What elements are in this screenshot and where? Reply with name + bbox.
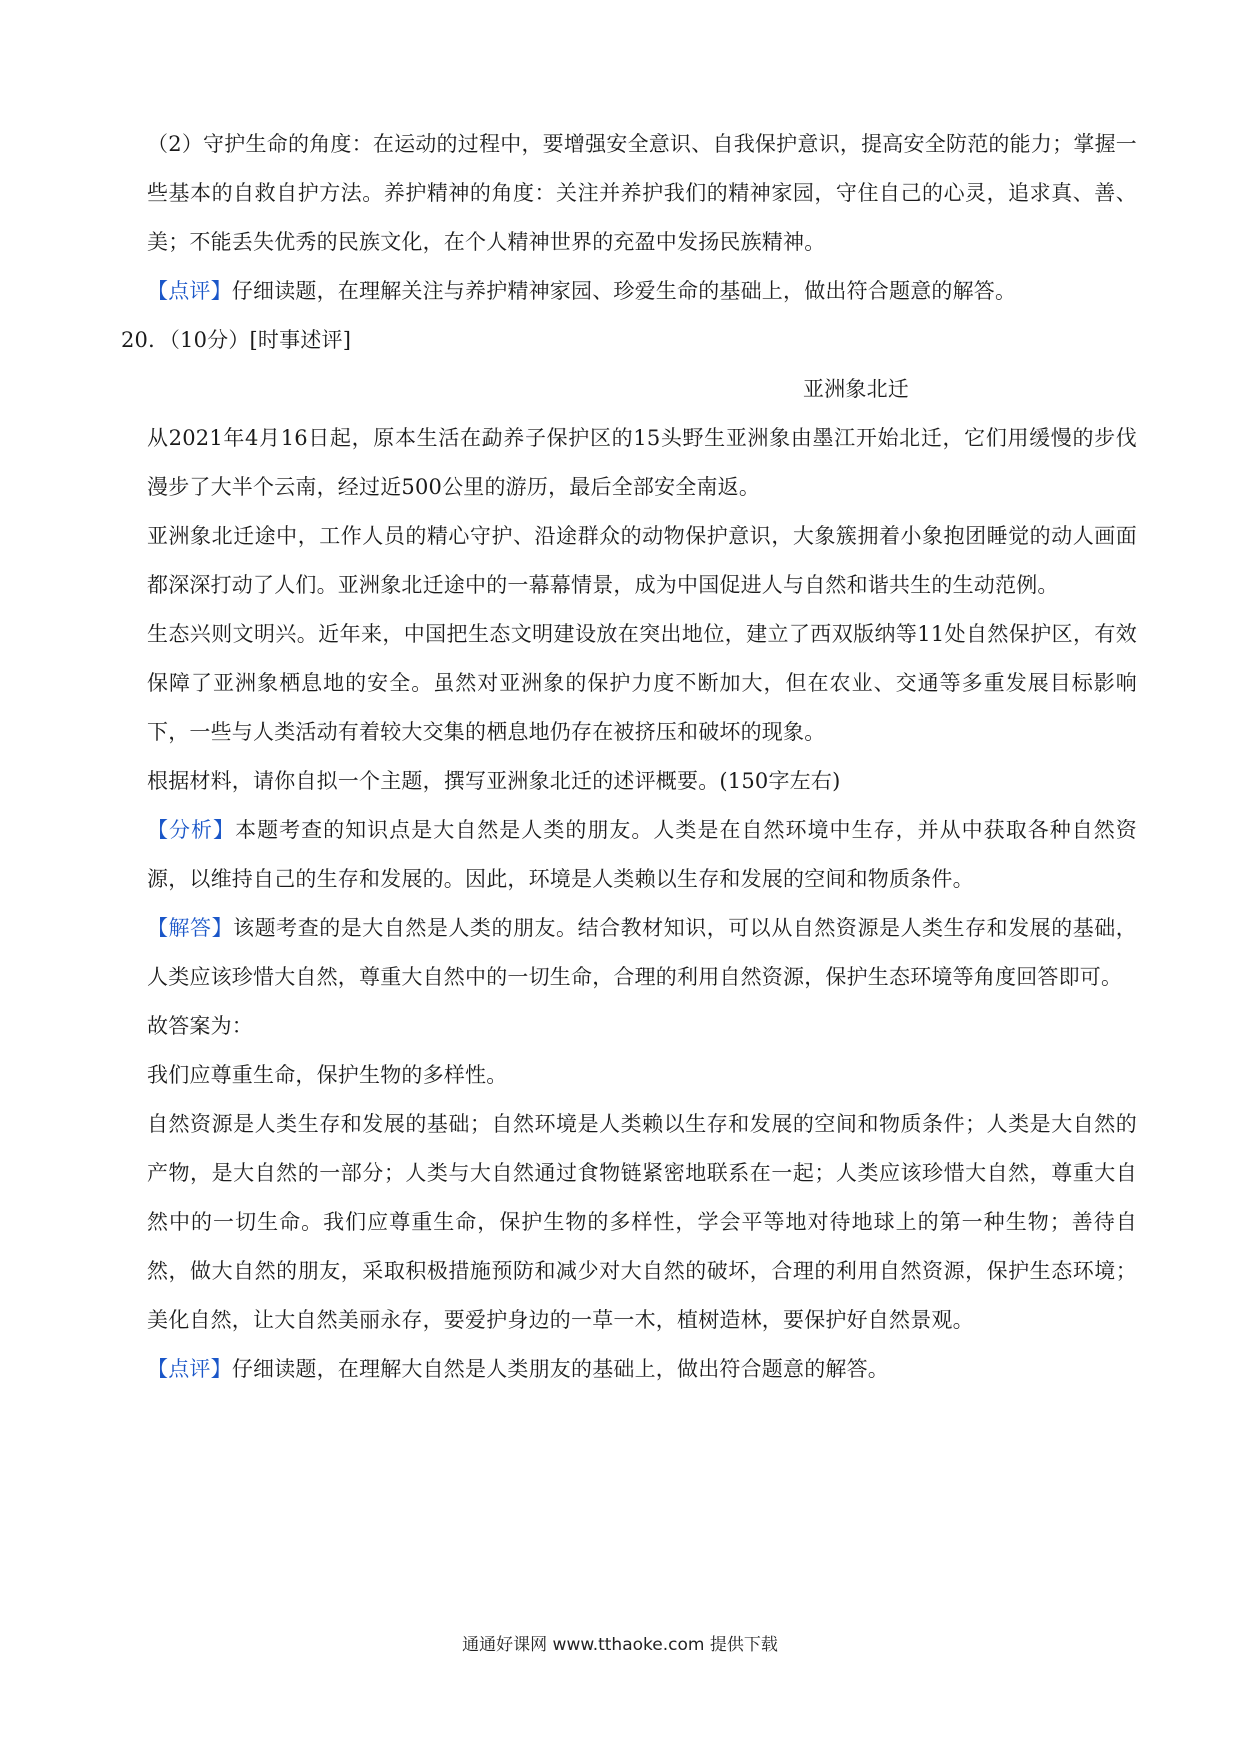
comment-text: 仔细读题，在理解关注与养护精神家园、珍爱生命的基础上，做出符合题意的解答。 [231, 279, 1017, 303]
question-prompt: 根据材料，请你自拟一个主题，撰写亚洲象北迁的述评概要。(150字左右) [147, 769, 841, 793]
page-footer: 通通好课网 www.tthaoke.com 提供下载 [462, 1635, 778, 1655]
document-body [121, 120, 1137, 1394]
answer-label: 故答案为： [147, 1014, 253, 1038]
solution-paragraph [147, 904, 1137, 1002]
comment-tag: 【点评】 [147, 279, 232, 303]
answer-theme: 我们应尊重生命，保护生物的多样性。 [147, 1063, 508, 1087]
final-comment-text: 仔细读题，在理解大自然是人类朋友的基础上，做出符合题意的解答。 [231, 1357, 890, 1381]
analysis-paragraph [147, 806, 1137, 904]
material-title: 亚洲象北迁 [803, 377, 909, 401]
comment-paragraph [147, 267, 1137, 316]
analysis-text: 本题考查的知识点是大自然是人类的朋友。人类是在自然环境中生存，并从中获取各种自然资源，以维持自己的生存和发展的。因此，环境是人类赖以生存和发展的空间和物质条件。 [147, 818, 1137, 891]
solution-text: 该题考查的是大自然是人类的朋友。结合教材知识，可以从自然资源是人类生存和发展的基础，人类应该珍惜大自然，尊重大自然中的一切生命，合理的利用自然资源，保护生态环境等角度回答即可。 [147, 916, 1137, 989]
analysis-tag: 【分析】 [147, 818, 236, 842]
final-comment-tag: 【点评】 [147, 1357, 232, 1381]
material-paragraph-1: 从2021年4月16日起，原本生活在勐养子保护区的15头野生亚洲象由墨江开始北迁，它们用缓慢的步伐漫步了大半个云南，经过近500公里的游历，最后全部安全南返。 [147, 426, 1137, 499]
answer-part-2: （2）守护生命的角度：在运动的过程中，要增强安全意识、自我保护意识，提高安全防范的能力；掌握一些基本的自救自护方法。养护精神的角度：关注并养护我们的精神家园，守住自己的心灵，追求真、善、美；不能丢失优秀的民族文化，在个人精神世界的充盈中发扬民族精神。 [147, 132, 1137, 254]
solution-tag: 【解答】 [147, 916, 234, 940]
question-20-header: 20．（10分）[时事述评] [121, 328, 352, 352]
material-paragraph-2: 亚洲象北迁途中，工作人员的精心守护、沿途群众的动物保护意识，大象簇拥着小象抱团睡觉的动人画面都深深打动了人们。亚洲象北迁途中的一幕幕情景，成为中国促进人与自然和谐共生的生动范例。 [147, 524, 1137, 597]
answer-body: 自然资源是人类生存和发展的基础；自然环境是人类赖以生存和发展的空间和物质条件；人类是大自然的产物，是大自然的一部分；人类与大自然通过食物链紧密地联系在一起；人类应该珍惜大自然，尊重大自然中的一切生命。我们应尊重生命，保护生物的多样性，学会平等地对待地球上的第一种生物；善待自然，做大自然的朋友，采取积极措施预防和减少对大自然的破坏，合理的利用自然资源，保护生态环境；美化自然，让大自然美丽永存，要爱护身边的一草一木，植树造林，要保护好自然景观。 [147, 1112, 1137, 1332]
final-comment-paragraph [147, 1345, 1137, 1394]
material-paragraph-3: 生态兴则文明兴。近年来，中国把生态文明建设放在突出地位，建立了西双版纳等11处自然保护区，有效保障了亚洲象栖息地的安全。虽然对亚洲象的保护力度不断加大，但在农业、交通等多重发展目标影响下，一些与人类活动有着较大交集的栖息地仍存在被挤压和破坏的现象。 [147, 622, 1137, 744]
